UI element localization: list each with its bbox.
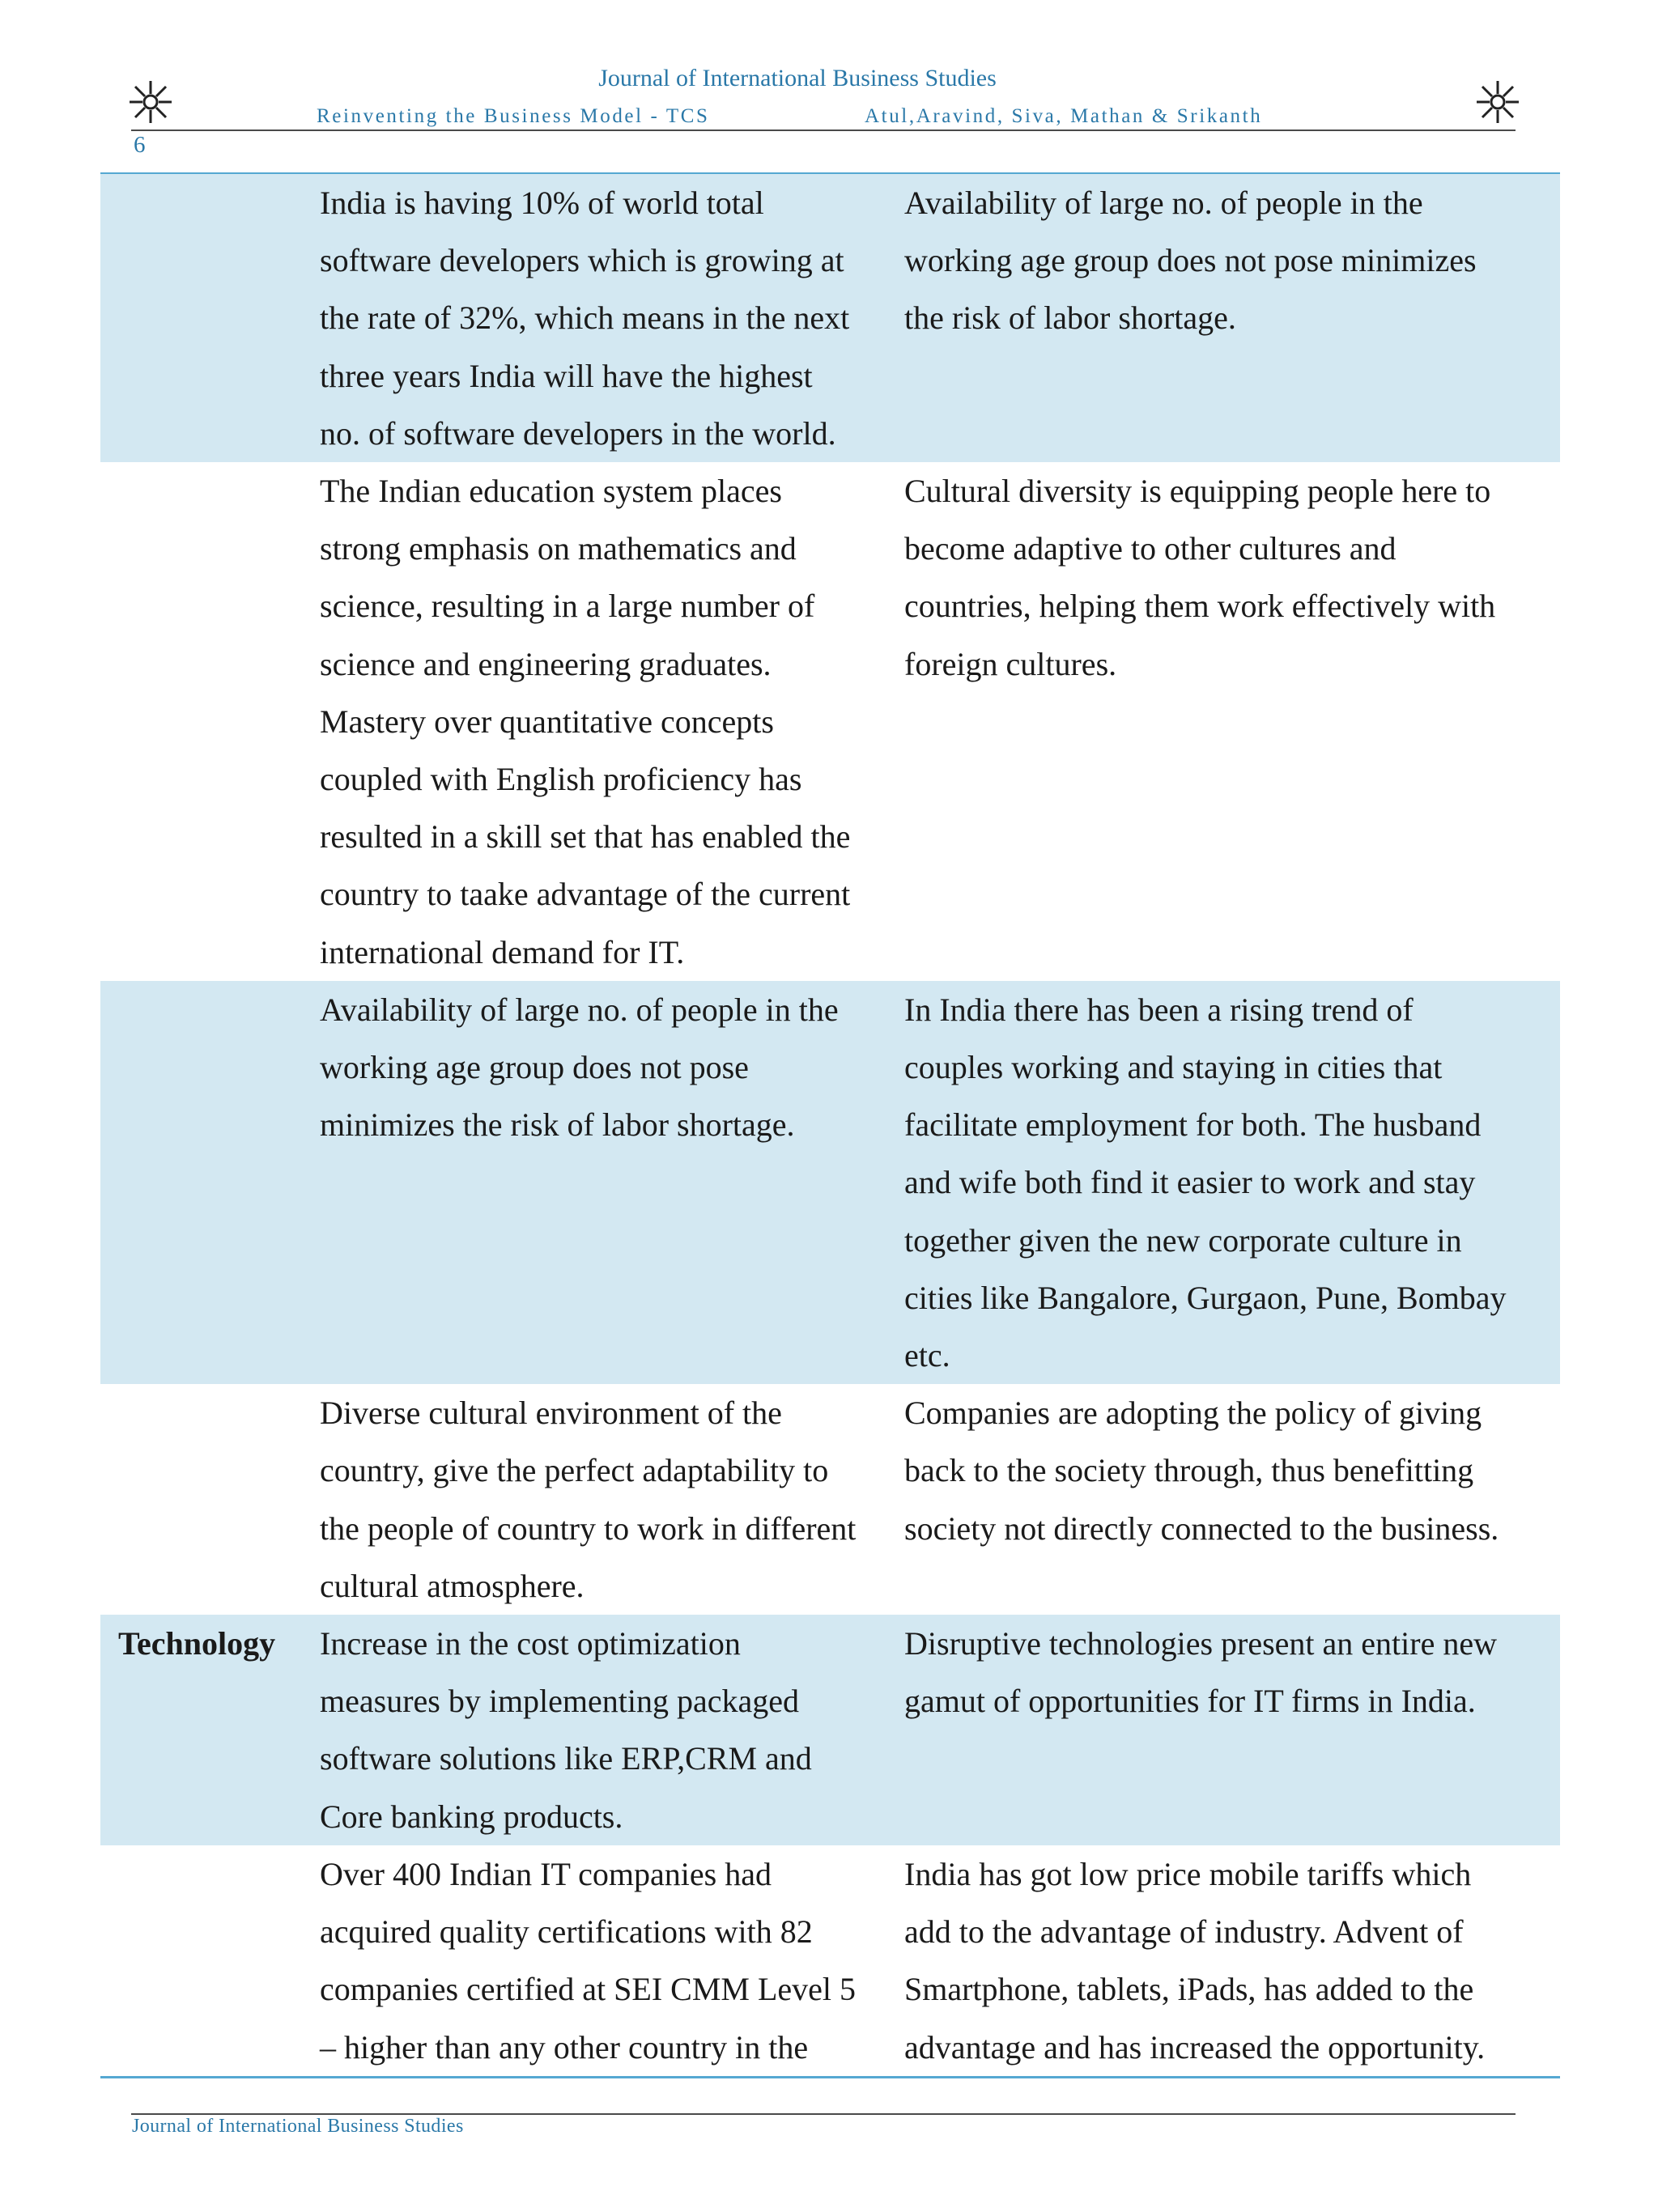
text-line: India is having 10% of world total bbox=[320, 185, 764, 221]
text-line: India has got low price mobile tariffs which bbox=[904, 1855, 1472, 1892]
text-line: back to the society through, thus benefitting bbox=[904, 1452, 1474, 1489]
author-list: Atul,Aravind, Siva, Mathan & Srikanth bbox=[865, 105, 1263, 127]
text-line: the people of country to work in different bbox=[320, 1509, 857, 1547]
strength-cell bbox=[320, 462, 904, 981]
text-line: cities like Bangalore, Gurgaon, Pune, Bombay bbox=[904, 1279, 1507, 1316]
text-line: Core banking products. bbox=[320, 1798, 623, 1835]
text-line: Increase in the cost optimization bbox=[320, 1625, 741, 1662]
table-row bbox=[100, 1384, 1560, 1615]
text-line: countries, helping them work effectively with bbox=[904, 588, 1496, 625]
text-line: no. of software developers in the world. bbox=[320, 414, 836, 452]
text-line: The Indian education system places bbox=[320, 473, 782, 510]
table-row bbox=[100, 174, 1560, 462]
text-line: country to taake advantage of the current bbox=[320, 876, 851, 913]
text-line: Availability of large no. of people in the bbox=[320, 991, 839, 1028]
opportunity-cell bbox=[904, 1384, 1560, 1557]
text-line: together given the new corporate culture in bbox=[904, 1221, 1462, 1259]
text-line: coupled with English proficiency has bbox=[320, 761, 802, 798]
journal-title: Journal of International Business Studies bbox=[598, 65, 997, 91]
text-line: society not directly connected to the business. bbox=[904, 1509, 1499, 1547]
text-line: resulted in a skill set that has enabled the bbox=[320, 818, 851, 856]
text-line: companies certified at SEI CMM Level 5 bbox=[320, 1971, 857, 2008]
text-line: three years India will have the highest bbox=[320, 357, 813, 394]
strength-cell bbox=[320, 174, 904, 462]
text-line: software solutions like ERP,CRM and bbox=[320, 1740, 812, 1777]
text-line: cultural atmosphere. bbox=[320, 1567, 585, 1604]
article-title: Reinventing the Business Model - TCS bbox=[317, 105, 710, 127]
text-line: advantage and has increased the opportunity. bbox=[904, 2028, 1486, 2066]
swot-table bbox=[100, 174, 1560, 2076]
text-line: add to the advantage of industry. Advent of bbox=[904, 1913, 1464, 1951]
text-line: Companies are adopting the policy of giving bbox=[904, 1395, 1482, 1432]
text-line: minimizes the risk of labor shortage. bbox=[320, 1106, 795, 1144]
opportunity-cell bbox=[904, 981, 1560, 1384]
text-line: Disruptive technologies present an entire new bbox=[904, 1625, 1497, 1662]
opportunity-cell bbox=[904, 462, 1560, 693]
strength-cell bbox=[320, 981, 904, 1154]
opportunity-cell bbox=[904, 174, 1560, 347]
text-line: become adaptive to other cultures and bbox=[904, 530, 1397, 567]
text-line: etc. bbox=[904, 1337, 950, 1374]
table-row bbox=[100, 981, 1560, 1384]
text-line: strong emphasis on mathematics and bbox=[320, 530, 797, 567]
table-row bbox=[100, 1845, 1560, 2076]
text-line: and wife both find it easier to work and stay bbox=[904, 1164, 1476, 1201]
text-line: Availability of large no. of people in the bbox=[904, 185, 1423, 221]
text-line: science and engineering graduates. bbox=[320, 645, 772, 682]
table-row bbox=[100, 1615, 1560, 1845]
text-line: the rate of 32%, which means in the next bbox=[320, 299, 850, 337]
strength-cell bbox=[320, 1845, 904, 2076]
text-line: the risk of labor shortage. bbox=[904, 299, 1236, 337]
text-line: couples working and staying in cities that bbox=[904, 1049, 1443, 1086]
text-line: Over 400 Indian IT companies had bbox=[320, 1855, 772, 1892]
text-line: international demand for IT. bbox=[320, 933, 685, 970]
row-category-label: Technology bbox=[118, 1625, 276, 1662]
text-line: country, give the perfect adaptability to bbox=[320, 1452, 829, 1489]
table-row bbox=[100, 462, 1560, 981]
text-line: foreign cultures. bbox=[904, 645, 1117, 682]
text-line: software developers which is growing at bbox=[320, 242, 844, 279]
footer-journal-name: Journal of International Business Studies bbox=[132, 2116, 464, 2137]
text-line: science, resulting in a large number of bbox=[320, 588, 815, 625]
text-line: Mastery over quantitative concepts bbox=[320, 703, 774, 740]
strength-cell bbox=[320, 1615, 904, 1845]
text-line: Smartphone, tablets, iPads, has added to the bbox=[904, 1971, 1474, 2008]
header-divider bbox=[131, 129, 1516, 131]
text-line: Cultural diversity is equipping people here to bbox=[904, 473, 1491, 510]
text-line: – higher than any other country in the bbox=[320, 2028, 809, 2066]
text-line: In India there has been a rising trend of bbox=[904, 991, 1414, 1028]
text-line: working age group does not pose bbox=[320, 1049, 749, 1086]
text-line: measures by implementing packaged bbox=[320, 1683, 800, 1720]
strength-cell bbox=[320, 1384, 904, 1615]
text-line: Diverse cultural environment of the bbox=[320, 1395, 782, 1432]
text-line: gamut of opportunities for IT firms in India. bbox=[904, 1683, 1476, 1720]
opportunity-cell bbox=[904, 1615, 1560, 1730]
opportunity-cell bbox=[904, 1845, 1560, 2076]
text-line: facilitate employment for both. The husband bbox=[904, 1106, 1482, 1144]
footer-divider bbox=[131, 2113, 1516, 2115]
text-line: acquired quality certifications with 82 bbox=[320, 1913, 813, 1951]
text-line: working age group does not pose minimizes bbox=[904, 242, 1477, 279]
page-number: 6 bbox=[134, 132, 146, 158]
table-bottom-rule bbox=[100, 2076, 1560, 2078]
